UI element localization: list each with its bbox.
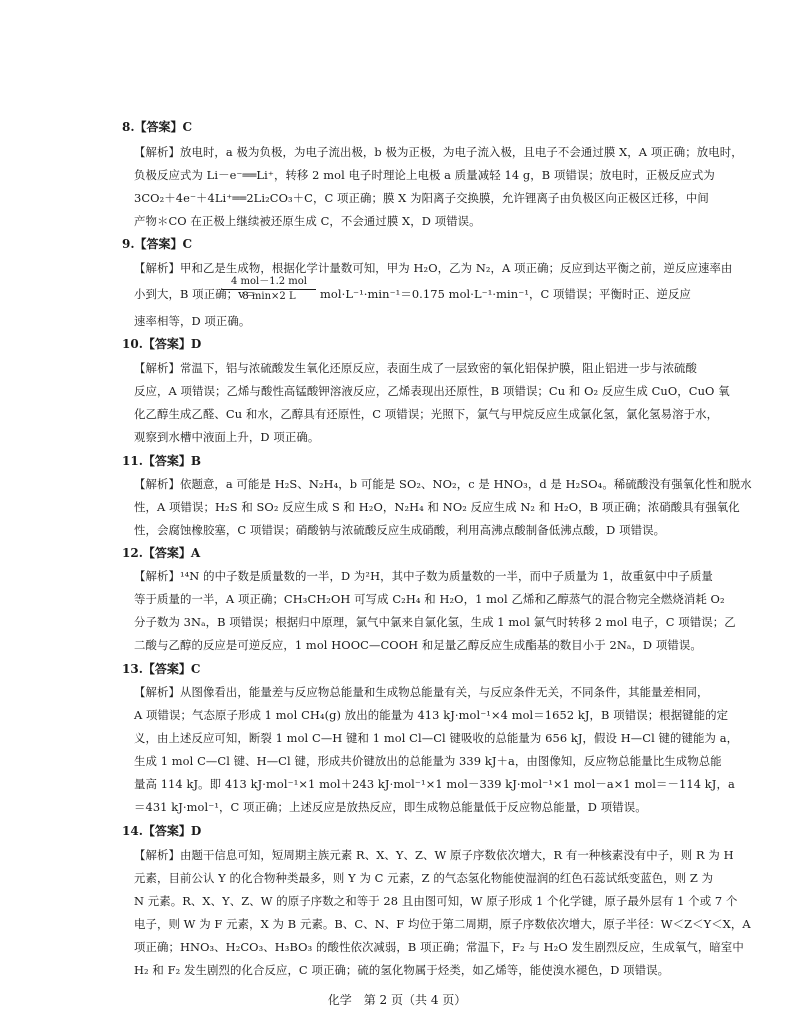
explanation-11-line-2: 性，A 项错误；H₂S 和 SO₂ 反应生成 S 和 H₂O，N₂H₄ 和 NO₂ 反应生成 N₂ 和 H₂O，B 项正确；浓硝酸具有强氧化 (134, 500, 740, 514)
explanation-11-line-3: 性，会腐蚀橡胶塞，C 项错误；硝酸钠与浓硫酸反应生成硝酸，利用高沸点酸制备低沸点酸，D 项错误。 (134, 523, 666, 537)
explanation-14-line-2: 元素，目前公认 Y 的化合物种类最多，则 Y 为 C 元素，Z 的气态氢化物能使湿润的红色石蕊试纸变蓝色，则 Z 为 (134, 871, 714, 885)
answer-8-label: 8.【答案】C (122, 120, 193, 134)
explanation-10-line-2: 反应，A 项错误；乙烯与酸性高锰酸钾溶液反应，乙烯表现出还原性，B 项错误；Cu 和 O₂ 反应生成 CuO，CuO 氧 (134, 384, 730, 398)
explanation-13-line-1: 【解析】从图像看出，能量差与反应物总能量和生成物总能量有关，与反应条件无关，不同条件，其能量差相同， (134, 685, 709, 699)
explanation-13-line-5: 量高 114 kJ。即 413 kJ·mol⁻¹×1 mol＋243 kJ·mol⁻¹×1 mol－339 kJ·mol⁻¹×1 mol－a×1 mol＝－114 kJ，a (134, 777, 735, 791)
explanation-8-line-2: 负极反应式为 Li－e⁻══Li⁺，转移 2 mol 电子时理论上电极 a 质量减轻 14 g，B 项错误；放电时，正极反应式为 (134, 168, 715, 182)
explanation-10-line-4: 观察到水槽中液面上升，D 项正确。 (134, 430, 320, 444)
explanation-14-line-4: 电子，则 W 为 F 元素，X 为 B 元素。B、C、N、F 均位于第二周期，原子序数依次增大，原子半径：W＜Z＜Y＜X，A (134, 917, 751, 931)
explanation-13-line-3: 义，由上述反应可知，断裂 1 mol C—H 键和 1 mol Cl—Cl 键吸收的总能量为 656 kJ，假设 H—Cl 键的键能为 a， (134, 731, 739, 745)
explanation-13-line-2: A 项错误；气态原子形成 1 mol CH₄(g) 放出的能量为 413 kJ·mol⁻¹×4 mol＝1652 kJ，B 项错误；根据键能的定 (134, 708, 729, 722)
explanation-9-line-3: 速率相等，D 项正确。 (134, 314, 251, 328)
answer-14-label: 14.【答案】D (122, 824, 202, 838)
explanation-13-line-4: 生成 1 mol C—Cl 键、H—Cl 键，形成共价键放出的总能量为 339 kJ＋a，由图像知，反应物总能量比生成物总能 (134, 754, 722, 768)
explanation-9-line-2: 小到大，B 项正确；v＝ (134, 287, 257, 301)
explanation-10-line-3: 化乙醇生成乙醛、Cu 和水，乙醇具有还原性，C 项错误；光照下，氯气与甲烷反应生成氯化氢，氯化氢易溶于水， (134, 407, 719, 421)
explanation-9-line-1: 【解析】甲和乙是生成物，根据化学计量数可知，甲为 H₂O，乙为 N₂，A 项正确；反应到达平衡之前，逆反应速率由 (134, 261, 733, 275)
explanation-12-line-1: 【解析】¹⁴N 的中子数是质量数的一半，D 为²H，其中子数为质量数的一半，而中子质量为 1，故重氨中中子质量 (134, 569, 713, 583)
answer-10-label: 10.【答案】D (122, 337, 202, 351)
explanation-12-line-3: 分子数为 3Nₐ，B 项错误；根据归中原理，氯气中氯来自氯化氢，生成 1 mol 氯气时转移 2 mol 电子，C 项错误；乙 (134, 615, 736, 629)
explanation-9-line-2-rest: mol·L⁻¹·min⁻¹＝0.175 mol·L⁻¹·min⁻¹，C 项错误；平衡时正、逆反应 (320, 287, 691, 301)
explanation-10-line-1: 【解析】常温下，铝与浓硫酸发生氧化还原反应，表面生成了一层致密的氧化铝保护膜，阻止铝进一步与浓硫酸 (134, 361, 698, 375)
explanation-12-line-2: 等于质量的一半，A 项正确；CH₃CH₂OH 可写成 C₂H₄ 和 H₂O，1 mol 乙烯和乙醇蒸气的混合物完全燃烧消耗 O₂ (134, 592, 725, 606)
explanation-14-line-6: H₂ 和 F₂ 发生剧烈的化合反应，C 项正确；硫的氢化物属于烃类，如乙烯等，能使溴水褪色，D 项错误。 (134, 963, 670, 977)
explanation-12-line-4: 二酸与乙醇的反应是可逆反应，1 mol HOOC—COOH 和足量乙醇反应生成酯基的数目小于 2Nₐ，D 项错误。 (134, 638, 702, 652)
explanation-14-line-1: 【解析】由题干信息可知，短周期主族元素 R、X、Y、Z、W 原子序数依次增大，R 有一种核素没有中子，则 R 为 H (134, 848, 734, 862)
rate-fraction (222, 276, 316, 303)
rate-fraction-numerator: 4 mol－1.2 mol (222, 276, 316, 290)
answer-9-label: 9.【答案】C (122, 237, 193, 251)
rate-fraction-denominator: 8 min×2 L (242, 291, 296, 302)
answer-11-label: 11.【答案】B (122, 454, 202, 468)
explanation-8-line-4: 产物＊CO 在正极上继续被还原生成 C，不会通过膜 X，D 项错误。 (134, 214, 481, 228)
page-footer: 化学 第 2 页（共 4 页） (327, 993, 467, 1007)
explanation-14-line-5: 项正确；HNO₃、H₂CO₃、H₃BO₃ 的酸性依次减弱，B 项正确；常温下，F₂ 与 H₂O 发生剧烈反应，生成氧气，暗室中 (134, 940, 744, 954)
explanation-13-line-6: ＝431 kJ·mol⁻¹，C 项正确；上述反应是放热反应，即生成物总能量低于反应物总能量，D 项错误。 (134, 800, 647, 814)
answer-12-label: 12.【答案】A (122, 546, 201, 560)
explanation-8-line-1: 【解析】放电时，a 极为负极，为电子流出极，b 极为正极，为电子流入极，且电子不会通过膜 X，A 项正确；放电时， (134, 145, 743, 159)
explanation-8-line-3: 3CO₂＋4e⁻＋4Li⁺══2Li₂CO₃＋C，C 项正确；膜 X 为阳离子交换膜，允许锂离子由负极区向正极区迁移，中间 (134, 191, 709, 205)
answer-13-label: 13.【答案】C (122, 662, 201, 676)
explanation-14-line-3: N 元素。R、X、Y、Z、W 的原子序数之和等于 28 且由图可知，W 原子形成 1 个化学键，原子最外层有 1 个或 7 个 (134, 894, 738, 908)
explanation-11-line-1: 【解析】依题意，a 可能是 H₂S、N₂H₄，b 可能是 SO₂、NO₂，c 是 HNO₃，d 是 H₂SO₄。稀硫酸没有强氧化性和脱水 (134, 477, 752, 491)
